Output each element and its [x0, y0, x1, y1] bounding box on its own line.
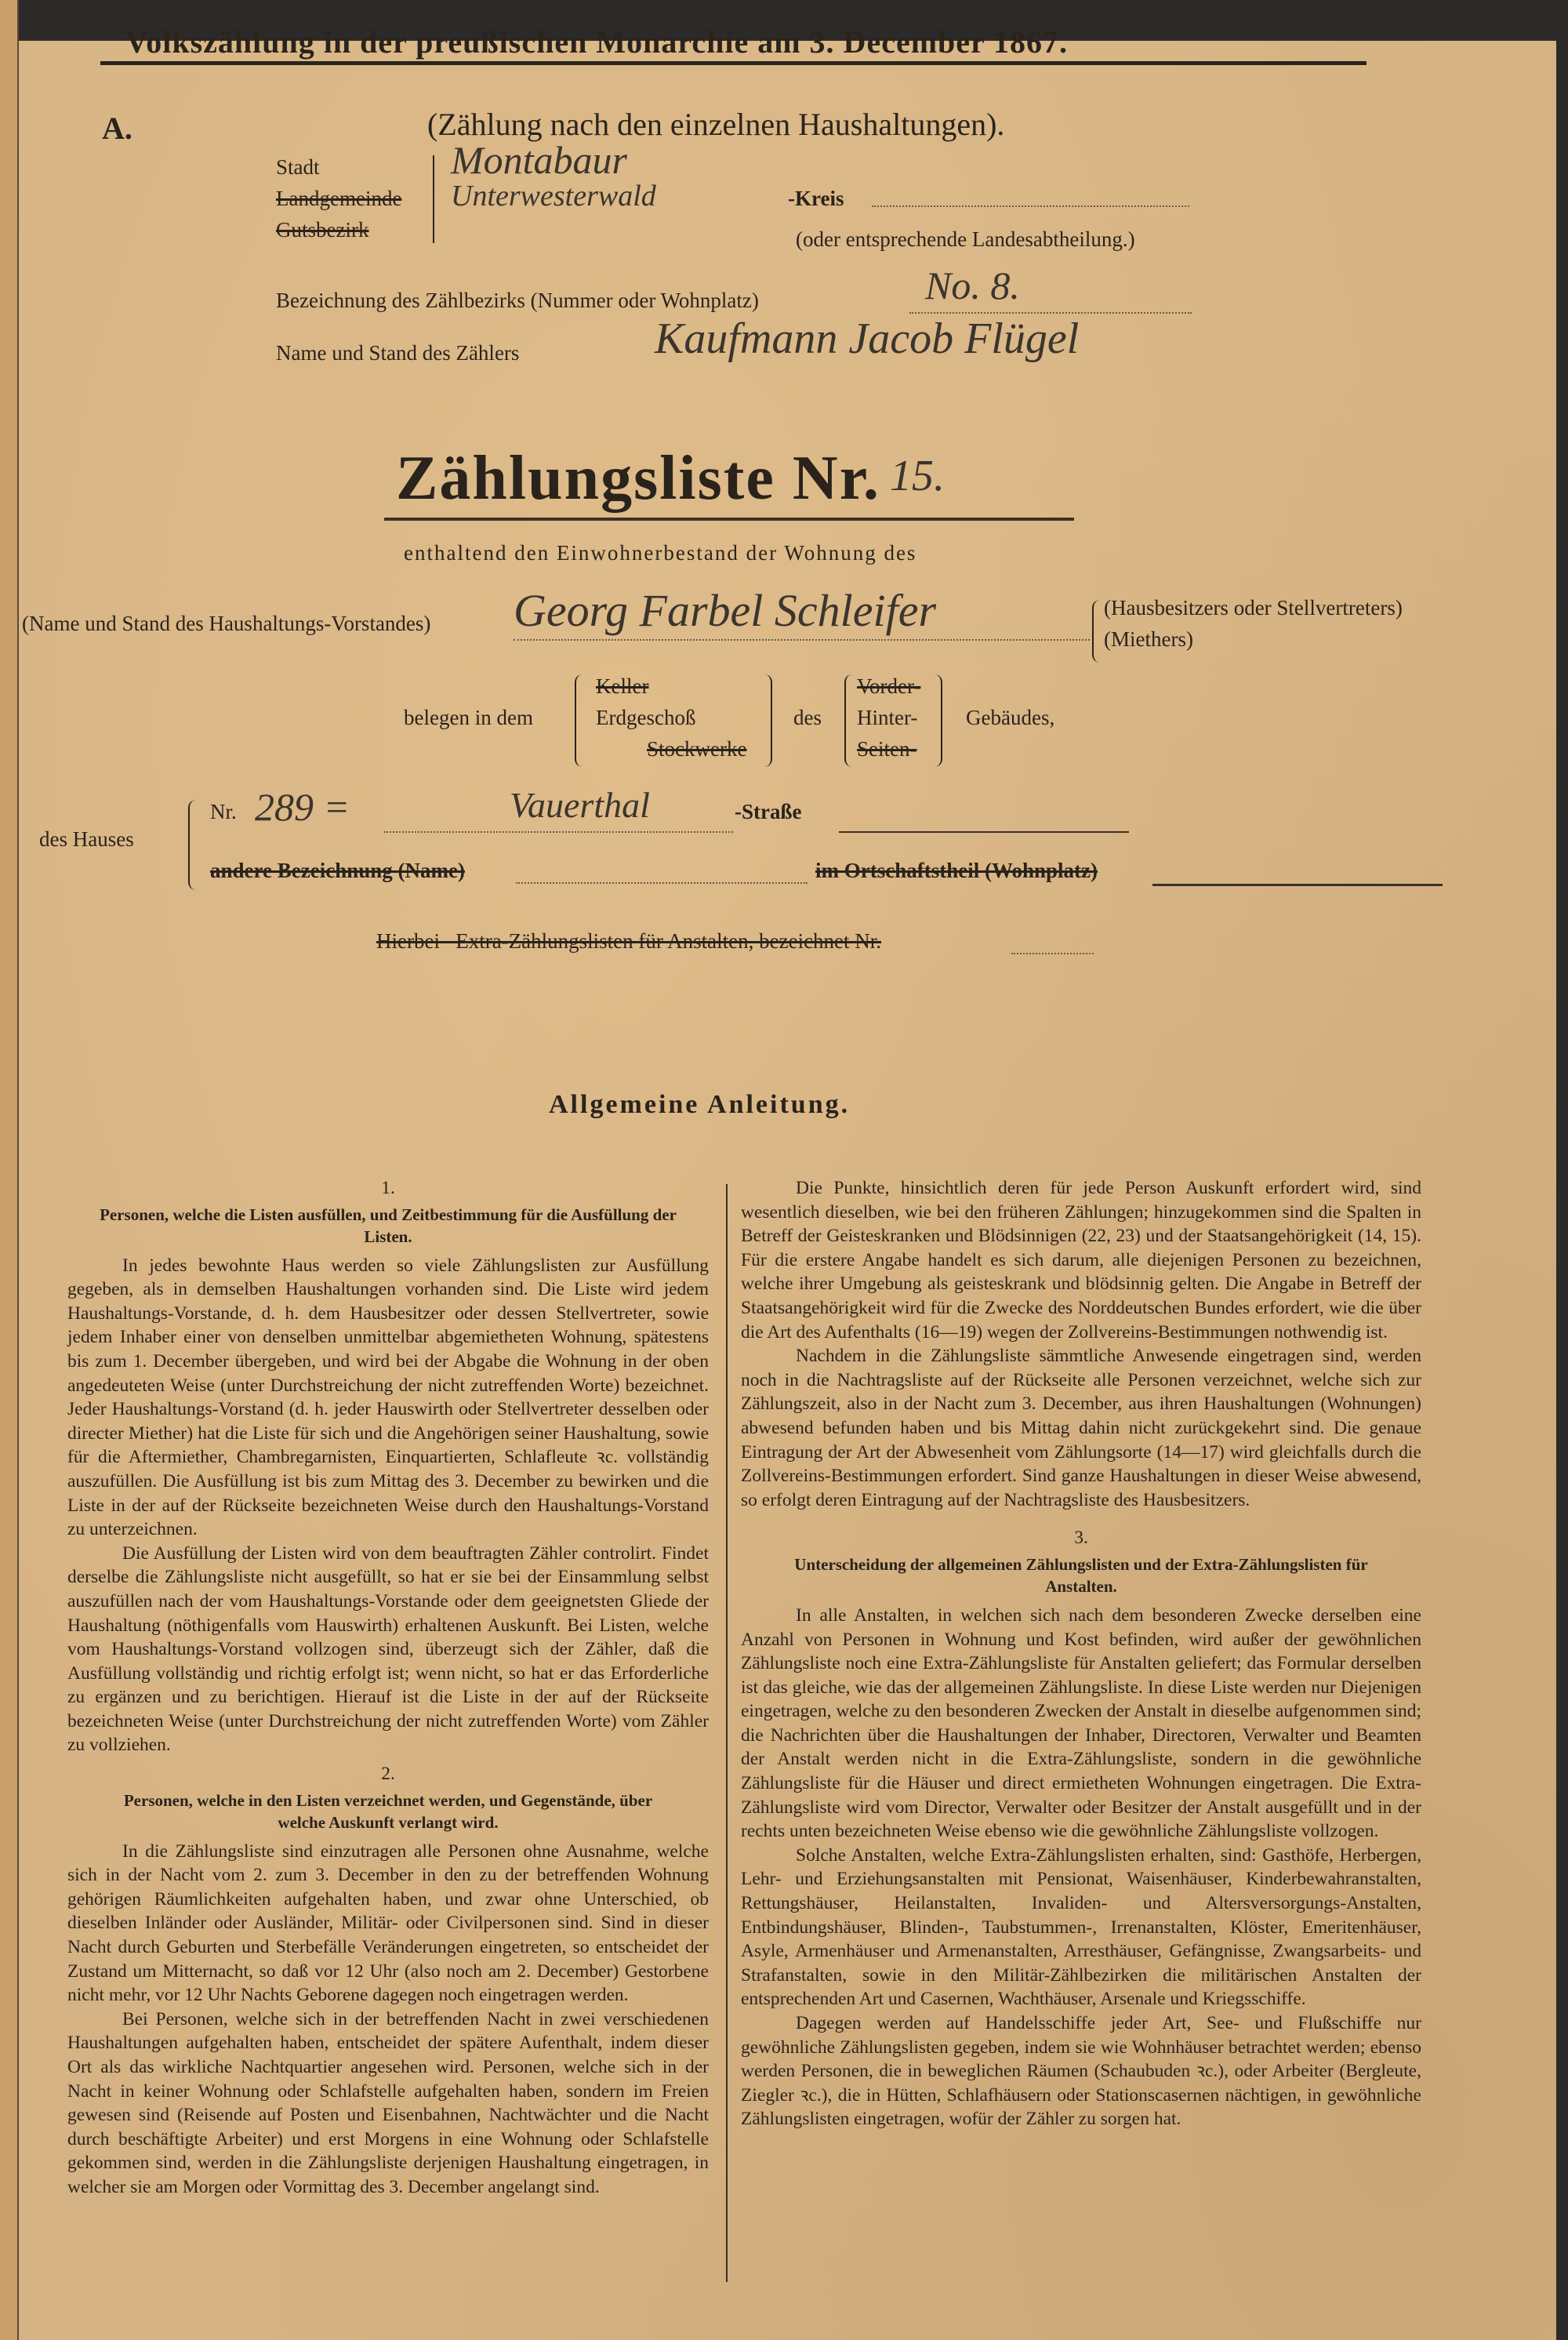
- ortschaftstheil: im Ortschaftstheil (Wohnplatz): [815, 859, 1098, 882]
- section-3-paragraph: Dagegen werden auf Handelsschiffe jeder Art, See- und Flußschiffe nur gewöhnliche Zählungslisten gegeben, indem sie wie Wohnhäuser betrachtet werden; ebenso werden Personen, die in beweglichen Räumen (Schaubuden ꝛc.), oder Arbeiter (Bergleute, Ziegler ꝛc.), die in Hütten, Schlafhäusern oder Stationscasernen nächtigen, in gewöhnliche Zählungslisten eingetragen, wofür der Zähler zu sorgen hat.: [741, 2013, 1421, 2130]
- andere-line: [516, 882, 808, 884]
- section-1-paragraph: In jedes bewohnte Haus werden so viele Zählungslisten zur Ausfüllung gegeben, als in demselben Haushaltungen vorhanden sind. Die Liste wird jedem Haushaltungs-Vorstande, d. h. dem Hausbesitzer oder dessen Stellvertreter, sowie jedem Inhaber einer von denselben unmittelbar abgemietheten Wohnung, spätestens bis zum 1. December übergeben, und wird bei der Abgabe die Wohnung in der oben angedeuteten Weise (unter Durchstreichung der nicht zutreffenden Worte) bezeichnet. Jeder Haushaltungs-Vorstand (d. h. jeder Hauswirth oder Stellvertreter desselben oder directer Miether) hat die Liste für sich und die Angehörigen seiner Haushaltung, sowie für die Aftermiether, Chambregarnisten, Einquartierten, Schlafleute ꝛc. vollständig auszufüllen. Die Ausfüllung ist bis zum Mittag des 3. December zu bewirken und die Liste in der auf der Rückseite bezeichneten Weise durch den Haushaltungs-Vorstand zu unterzeichnen.: [67, 1255, 709, 1540]
- section-3-heading: Unterscheidung der allgemeinen Zählungslisten und der Extra-Zählungslisten für Anstalten.: [794, 1554, 1368, 1596]
- street-label: -Straße: [735, 800, 802, 823]
- floor-erdgeschoss: Erdgeschoß: [596, 706, 696, 729]
- ortschaft-line: [1152, 884, 1443, 886]
- des-hauses-label: des Hauses: [39, 827, 134, 851]
- bezirk-value: No. 8.: [925, 263, 1020, 307]
- vorstand-line: [514, 639, 1090, 641]
- floor-brace-left: [575, 674, 583, 767]
- section-1-number: 1.: [381, 1178, 395, 1198]
- form-subtitle: (Zählung nach den einzelnen Haushaltungen).: [427, 107, 1005, 142]
- vorstand-label: (Name und Stand des Haushaltungs-Vorstandes): [22, 612, 431, 635]
- section-2-number: 2.: [381, 1764, 395, 1785]
- stadt-value: Montabaur: [451, 138, 627, 182]
- list-number: 15.: [890, 452, 945, 500]
- list-title-underline: [384, 518, 1074, 521]
- building-brace-left: [844, 674, 852, 767]
- kreis-line: [872, 205, 1189, 207]
- instructions-left-column: [67, 1176, 709, 2200]
- role-brace: [1092, 600, 1100, 663]
- kreis-note: (oder entsprechende Landesabtheilung.): [796, 227, 1135, 251]
- option-landgemeinde: Landgemeinde: [276, 187, 402, 210]
- kreis-label: -Kreis: [788, 187, 844, 210]
- section-2-paragraph: In die Zählungsliste sind einzutragen alle Personen ohne Ausnahme, welche sich in der Nacht vom 2. zum 3. December in den zu der betreffenden Wohnung gehörigen Räumlichkeiten aufgehalten haben, und zwar ohne Unterschied, ob dieselben Inländer oder Ausländer, Militär- oder Civilpersonen sind. Sind in dieser Nacht durch Geburten und Sterbefälle Veränderungen eingetreten, so entscheidet der Zustand um Mitternacht, so daß vor 12 Uhr (also noch am 2. December) Gestorbene nicht mehr, vor 12 Uhr Nachts Geborene dagegen noch eingetragen werden.: [67, 1840, 709, 2006]
- role-miether: (Miethers): [1104, 627, 1193, 651]
- location-brace: [433, 155, 439, 243]
- building-brace-right: [935, 674, 942, 767]
- section-3-number: 3.: [1074, 1528, 1088, 1549]
- column-divider: [726, 1184, 728, 2282]
- section-1-paragraph: Die Ausfüllung der Listen wird von dem beauftragten Zähler controlirt. Findet derselbe die Zählungsliste nicht ausgefüllt, so hat er sie bei der Einsammlung selbst auszufüllen nach der vom Haushaltungs-Vorstande oder dem geeignetsten Gliede der Haushaltung (nöthigenfalls vom Hauswirth) erhaltenen Auskunft. Bei Listen, welche vom Haushaltungs-Vorstand vollzogen sind, überzeugt sich der Zähler, daß die Ausfüllung vollständig und richtig erfolgt ist; wenn nicht, so hat er das Erforderliche zu ergänzen und zu berichtigen. Hierauf ist die Liste in der auf der Rückseite bezeichneten Weise (unter Durchstreichung der nicht zutreffenden Worte) vom Zähler zu vollziehen.: [67, 1542, 709, 1756]
- building-hinter: Hinter-: [857, 706, 918, 729]
- section-3-paragraph: In alle Anstalten, in welchen sich nach dem besonderen Zwecke derselben eine Anzahl von Personen in Wohnung und Kost befinden, wird außer der gewöhnlichen Zählungsliste noch eine Extra-Zählungsliste für Anstalten geliefert; das Formular derselben ist das gleiche, wie das der allgemeinen Zählungsliste. In diese Liste werden nur Diejenigen eingetragen, welche zu den besonderen Zwecken der Anstalt in dieselbe aufgenommen sind; die Nachrichten über die Haushaltungen der Inhaber, Directoren, Verwalter und Beamten der Anstalt werden nicht in die Extra-Zählungsliste, sondern in die gewöhnliche Zählungsliste für die Häuser und direct ermietheten Wohnungen eingetragen. Die Extra-Zählungsliste wird vom Director, Verwalter oder Besitzer der Anstalt ausgefüllt und in der rechts unten bezeichneten Weise ebenso wie die gewöhnliche Zählungsliste vollzogen.: [741, 1604, 1421, 1842]
- section-2-heading: Personen, welche in den Listen verzeichnet werden, und Gegenstände, über welche Auskunft verlangt wird.: [123, 1790, 653, 1832]
- des-text: des: [793, 706, 822, 729]
- instructions-right-column: [741, 1176, 1421, 2131]
- option-stadt: Stadt: [276, 155, 320, 179]
- building-seiten: Seiten-: [857, 737, 917, 761]
- title-rule: [100, 61, 1367, 65]
- form-title: Volkszählung in der preußischen Monarchie am 3. December 1867.: [125, 24, 1069, 60]
- enthaltend-text: enthaltend den Einwohnerbestand der Wohnung des: [404, 541, 917, 565]
- street-extra-line: [839, 831, 1129, 833]
- option-gutsbezirk: Gutsbezirk: [276, 218, 369, 242]
- section-2-paragraph: Nachdem in die Zählungsliste sämmtliche Anwesende eingetragen sind, werden noch in die Nachtragsliste auf der Rückseite alle Personen verzeichnet, welche sich zur Zählungszeit, also in der Nacht zum 3. December, aus ihren Haushaltungen (Wohnungen) abwesend befunden haben und bis Mittag dahin nicht zurückgekehrt sind. Die genaue Eintragung der Art der Abwesenheit vom Zählungsorte (14—17) wird gleichfalls durch die Zollvereins-Bestimmungen erfordert. Sind ganze Haushaltungen in dieser Weise abwesend, so erfolgt deren Eintragung auf der Nachtragsliste des Hausbesitzers.: [741, 1346, 1421, 1510]
- street-value: Vauerthal: [510, 785, 650, 825]
- floor-keller: Keller: [596, 674, 649, 698]
- role-hausbesitzer: (Hausbesitzers oder Stellvertreters): [1104, 596, 1403, 620]
- section-2-paragraph: Die Punkte, hinsichtlich deren für jede Person Auskunft erfordert wird, sind wesentlich dieselben, wie bei den früheren Zählungen; hinzugekommen sind die Spalten in Betreff der Geisteskranken und Blödsinnigen (22, 23) und der Staatsangehörigkeit (14, 15). Für die erstere Angabe handelt es sich darum, alle diejenigen Personen zu bezeichnen, welche ihrer Umgebung als geisteskrank und blödsinnig gelten. Die Angabe in Betreff der Staatsangehörigkeit wird für die Zwecke des Norddeutschen Bundes erfordert, wie die über die Art des Aufenthalts (16—19) wegen der Zollvereins-Bestimmungen nothwendig ist.: [741, 1178, 1421, 1343]
- hierbei-line: [1011, 953, 1094, 954]
- nr-value: 289 =: [255, 785, 350, 829]
- section-3-paragraph: Solche Anstalten, welche Extra-Zählungslisten erhalten, sind: Gasthöfe, Herbergen, Lehr- und Erziehungsanstalten mit Pensionat, Waisenhäuser, Kinderbewahranstalten, Rettungshäuser, Heilanstalten, Invaliden- und Altersversorgungs-Anstalten, Entbindungshäuser, Blinden-, Taubstummen-, Irrenanstalten, Klöster, Emeritenhäuser, Asyle, Armenhäuser und Armenanstalten, Arresthäuser, Gefängnisse, Zwangsarbeits- und Strafanstalten, sowie in den Militär-Zählbezirken die militärischen Anstalten der entsprechenden Art und Casernen, Wachthäuser, Arsenale und Kriegsschiffe.: [741, 1844, 1421, 2010]
- building-vorder: Vorder-: [857, 674, 921, 698]
- zaehler-value: Kaufmann Jacob Flügel: [655, 314, 1080, 363]
- andere-bezeichnung: andere Bezeichnung (Name): [210, 859, 465, 882]
- binding-edge: [0, 0, 19, 2340]
- nr-label: Nr.: [210, 800, 237, 823]
- section-1-heading: Personen, welche die Listen ausfüllen, und Zeitbestimmung für die Ausfüllung der Listen.: [100, 1205, 677, 1246]
- vorstand-value: Georg Farbel Schleifer: [514, 585, 937, 636]
- instructions-title: Allgemeine Anleitung.: [549, 1090, 851, 1119]
- floor-brace-right: [764, 674, 772, 767]
- haus-brace: [188, 800, 196, 890]
- gebaeudes-text: Gebäudes,: [966, 706, 1055, 729]
- zaehler-label: Name und Stand des Zählers: [276, 341, 520, 365]
- street-line: [384, 831, 733, 833]
- floor-stockwerke: Stockwerke: [647, 737, 747, 761]
- belegen-text: belegen in dem: [404, 706, 533, 729]
- section-2-paragraph: Bei Personen, welche sich in der betreffenden Nacht in zwei verschiedenen Haushaltungen aufgehalten haben, entscheidet der spätere Aufenthalt, indem dieser Ort als das wirkliche Nachtquartier angesehen wird. Personen, welche sich in der Nacht in keiner Wohnung oder Schlafstelle aufgehalten haben, sondern im Freien gewesen sind (Reisende auf Posten und Eisenbahnen, Nachtwächter und die Nacht durch beschäftigte Arbeiter) und erst Morgens in eine Wohnung oder Schlafstelle gekommen sind, werden in die Zählungsliste derjenigen Haushaltung eingetragen, in welcher sie am Morgen oder Vormittag des 3. December angelangt sind.: [67, 2008, 709, 2197]
- kreis-value: Unterwesterwald: [451, 180, 656, 213]
- form-letter: A.: [102, 111, 132, 146]
- list-title: Zählungsliste Nr.: [396, 444, 880, 513]
- hierbei-extra-listen: Hierbei Extra-Zählungslisten für Anstalten, bezeichnet Nr.: [376, 929, 882, 953]
- bezirk-label: Bezeichnung des Zählbezirks (Nummer oder Wohnplatz): [276, 289, 759, 312]
